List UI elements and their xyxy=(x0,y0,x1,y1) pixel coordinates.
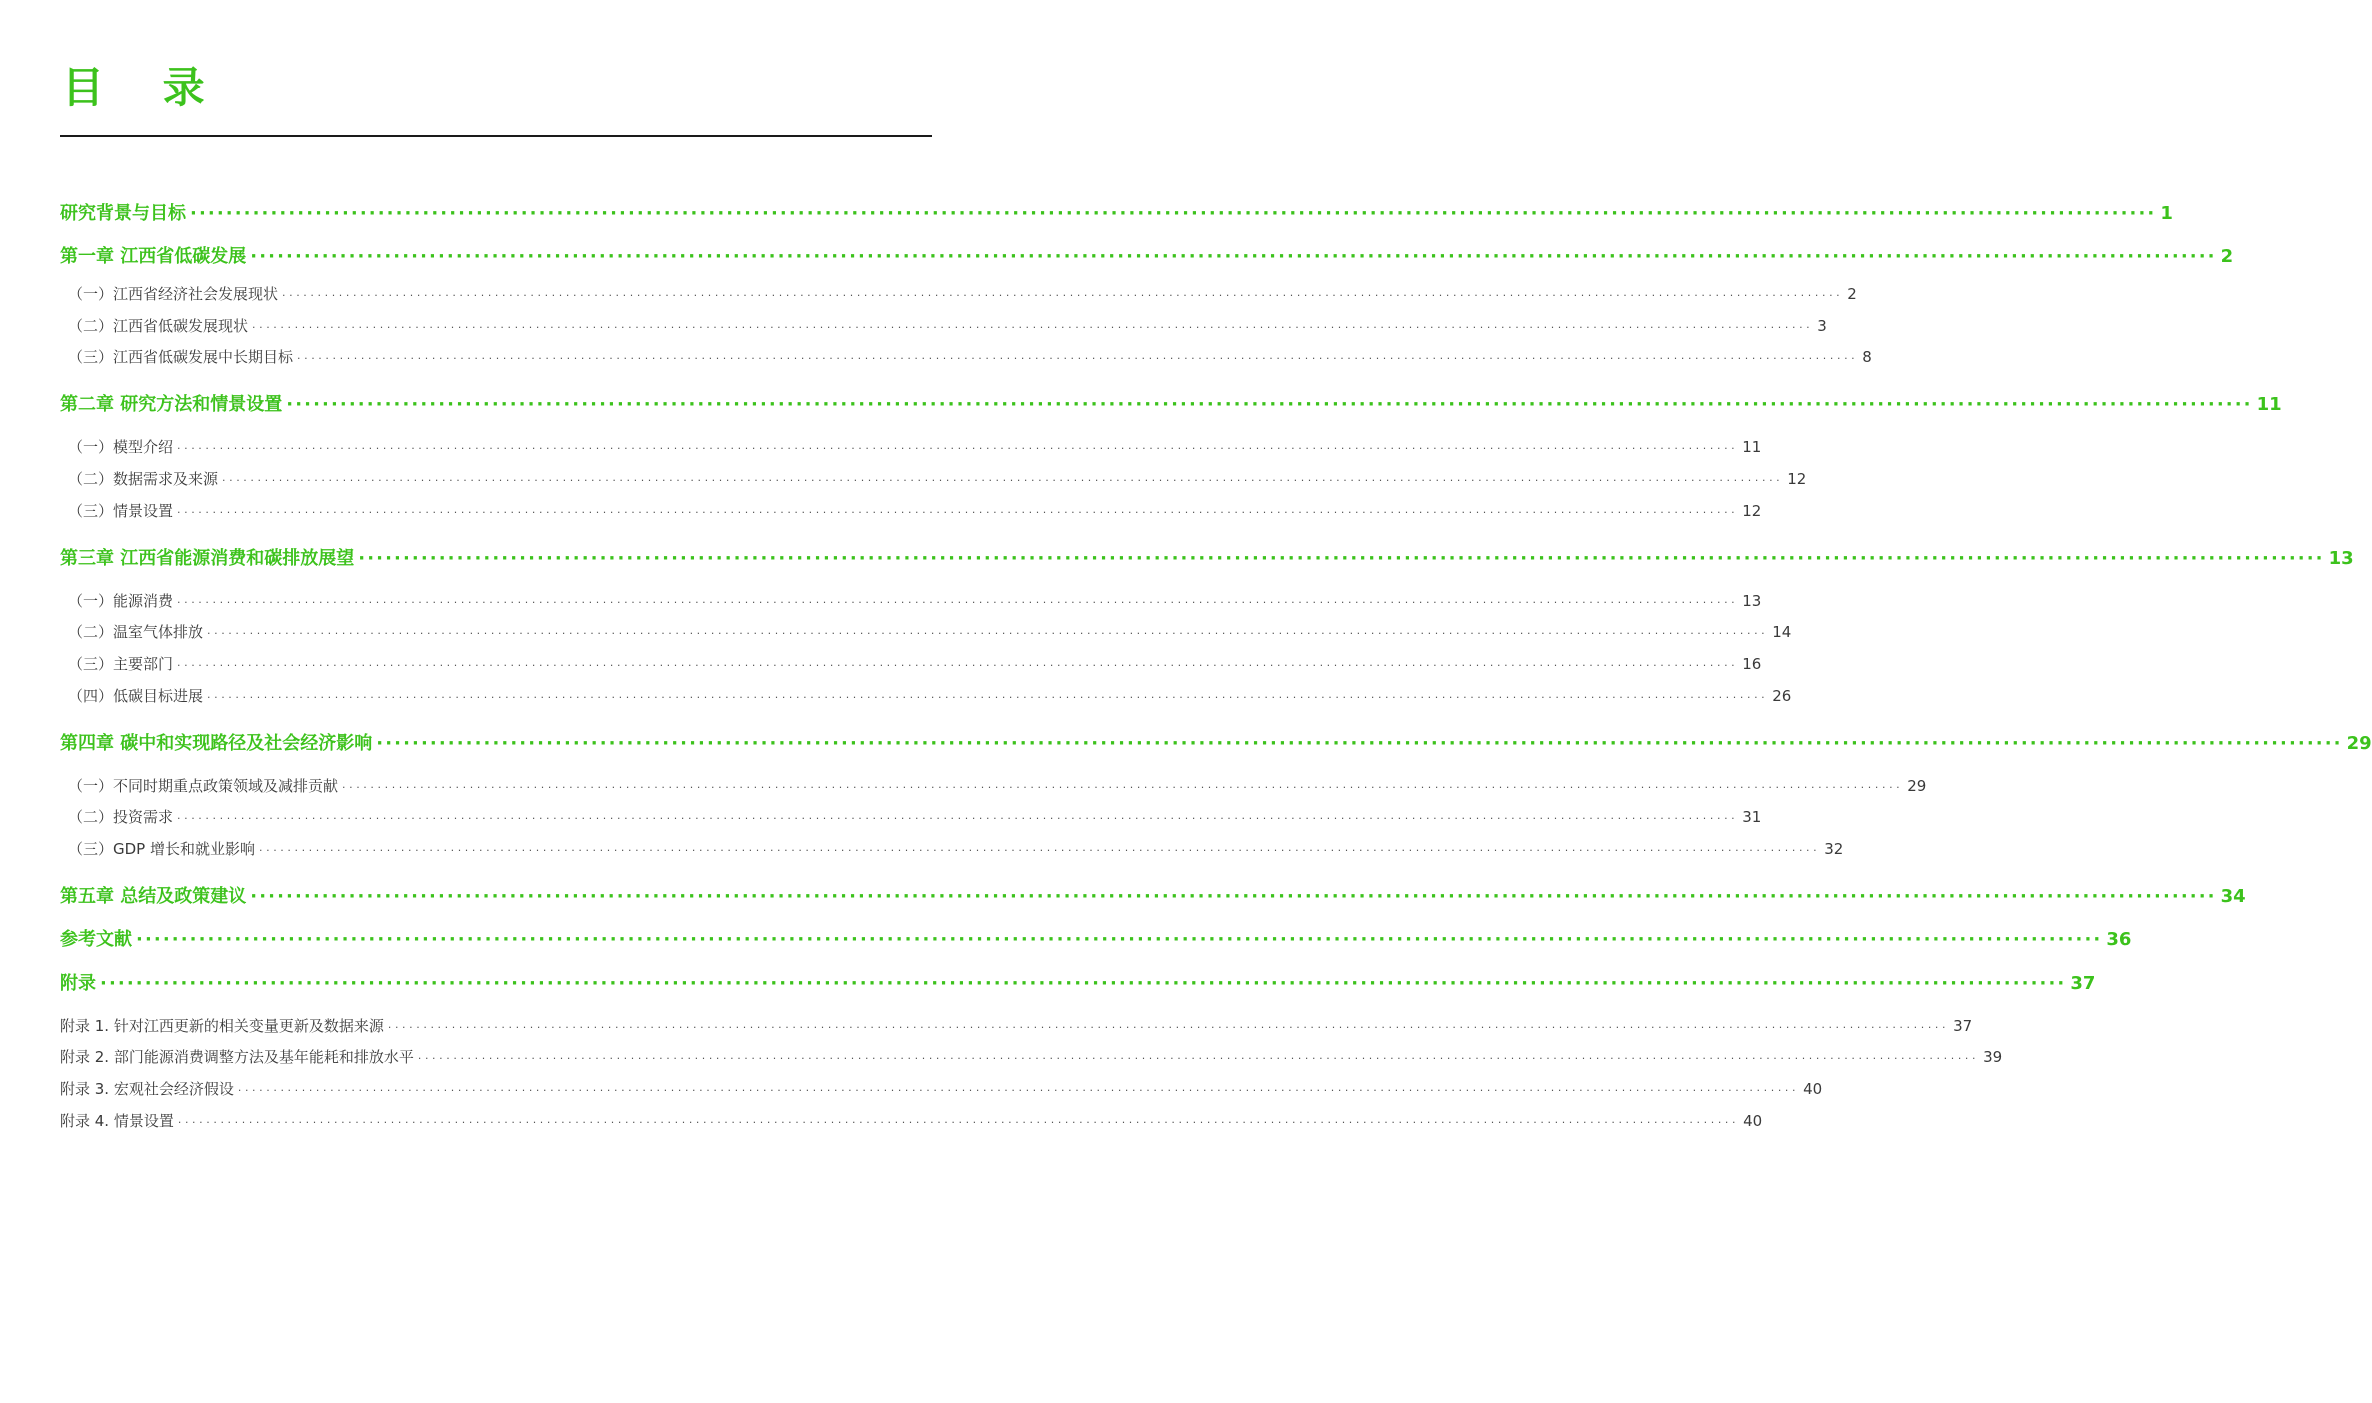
toc-entry[interactable] xyxy=(68,437,1762,459)
toc-entry-page: 8 xyxy=(1862,348,1872,366)
toc-leader-dots: ···························································································································································································································· xyxy=(177,442,1739,455)
page-title: 目 录 xyxy=(62,63,227,112)
toc-entry[interactable] xyxy=(68,807,1762,829)
toc-leader-dots: ···························································································································································································································· xyxy=(286,394,2253,415)
toc-entry-label: （一）江西省经济社会发展现状 xyxy=(68,285,279,303)
toc-leader-dots: ···························································································································································································································· xyxy=(387,1021,1950,1034)
toc-entry-page: 32 xyxy=(1824,840,1844,858)
toc-entry[interactable] xyxy=(60,1079,1823,1101)
toc-entry[interactable] xyxy=(68,839,1844,861)
toc-leader-dots: ···························································································································································································································· xyxy=(177,596,1739,609)
toc-entry-label: 附录 2. 部门能源消费调整方法及基年能耗和排放水平 xyxy=(60,1048,414,1066)
toc-leader-dots: ···························································································································································································································· xyxy=(207,691,1769,704)
toc-entry[interactable] xyxy=(60,245,2234,269)
toc-entry-label: （一）模型介绍 xyxy=(68,438,174,456)
toc-entry-label: 第四章 碳中和实现路径及社会经济影响 xyxy=(60,733,373,754)
toc-entry-label: 附录 xyxy=(60,973,96,994)
toc-entry-label: （三）主要部门 xyxy=(68,655,174,673)
toc-leader-dots: ···························································································································································································································· xyxy=(342,781,1904,794)
title-divider xyxy=(60,135,932,137)
toc-entry-page: 37 xyxy=(2070,973,2096,994)
toc-entry-page: 29 xyxy=(2346,733,2372,754)
toc-entry[interactable] xyxy=(68,284,1857,306)
toc-entry-page: 2 xyxy=(2220,246,2234,267)
toc-entry[interactable] xyxy=(60,885,2246,909)
toc-entry-page: 11 xyxy=(2256,394,2282,415)
toc-entry-page: 26 xyxy=(1772,687,1792,705)
toc-leader-dots: ···························································································································································································································· xyxy=(136,929,2103,950)
toc-entry[interactable] xyxy=(60,928,2132,952)
toc-entry[interactable] xyxy=(68,686,1792,708)
toc-entry-label: （一）不同时期重点政策领域及减排贡献 xyxy=(68,777,339,795)
toc-leader-dots: ···························································································································································································································· xyxy=(177,812,1739,825)
toc-entry-label: （二）温室气体排放 xyxy=(68,623,204,641)
toc-entry[interactable] xyxy=(60,972,2096,996)
toc-leader-dots: ···························································································································································································································· xyxy=(297,352,1859,365)
toc-entry[interactable] xyxy=(68,469,1807,491)
toc-entry[interactable] xyxy=(60,1047,2003,1069)
toc-entry-page: 40 xyxy=(1803,1080,1823,1098)
toc-entry-label: 第一章 江西省低碳发展 xyxy=(60,246,247,267)
toc-entry-page: 1 xyxy=(2160,203,2173,224)
toc-entry-page: 31 xyxy=(1742,808,1762,826)
toc-entry-page: 39 xyxy=(1983,1048,2003,1066)
toc-entry-page: 12 xyxy=(1742,502,1762,520)
toc-entry-label: 附录 4. 情景设置 xyxy=(60,1112,174,1130)
toc-entry-label: （一）能源消费 xyxy=(68,592,174,610)
toc-leader-dots: ···························································································································································································································· xyxy=(177,506,1739,519)
toc-leader-dots: ···························································································································································································································· xyxy=(177,1116,1740,1129)
toc-entry[interactable] xyxy=(68,591,1762,613)
toc-entry[interactable] xyxy=(60,547,2354,571)
toc-leader-dots: ···························································································································································································································· xyxy=(358,548,2325,569)
toc-entry-label: 第二章 研究方法和情景设置 xyxy=(60,394,283,415)
toc-entry[interactable] xyxy=(60,393,2282,417)
toc-entry[interactable] xyxy=(68,501,1762,523)
toc-entry-label: 附录 3. 宏观社会经济假设 xyxy=(60,1080,234,1098)
toc-entry[interactable] xyxy=(60,1016,1973,1038)
toc-entry-page: 34 xyxy=(2220,886,2246,907)
toc-entry[interactable] xyxy=(68,654,1762,676)
toc-entry-label: （二）数据需求及来源 xyxy=(68,470,219,488)
toc-entry[interactable] xyxy=(68,316,1827,338)
toc-entry-page: 29 xyxy=(1907,777,1927,795)
toc-entry-page: 11 xyxy=(1742,438,1762,456)
toc-entry-label: 参考文献 xyxy=(60,929,132,950)
toc-leader-dots: ···························································································································································································································· xyxy=(252,321,1814,334)
toc-entry-page: 40 xyxy=(1743,1112,1763,1130)
toc-entry-page: 36 xyxy=(2106,929,2132,950)
toc-leader-dots: ···························································································································································································································· xyxy=(222,474,1784,487)
toc-entry[interactable] xyxy=(60,1111,1763,1133)
toc-entry-page: 16 xyxy=(1742,655,1762,673)
toc-leader-dots: ···························································································································································································································· xyxy=(207,627,1769,640)
toc-entry[interactable] xyxy=(68,347,1872,369)
toc-entry-label: 研究背景与目标 xyxy=(60,203,186,224)
toc-entry[interactable] xyxy=(68,622,1792,644)
toc-entry-page: 13 xyxy=(1742,592,1762,610)
toc-entry-page: 2 xyxy=(1847,285,1857,303)
toc-leader-dots: ···························································································································································································································· xyxy=(376,733,2343,754)
toc-entry-page: 37 xyxy=(1953,1017,1973,1035)
toc-entry-label: （二）投资需求 xyxy=(68,808,174,826)
toc-entry-label: 第三章 江西省能源消费和碳排放展望 xyxy=(60,548,355,569)
toc-entry-label: （三）情景设置 xyxy=(68,502,174,520)
toc-leader-dots: ···························································································································································································································· xyxy=(259,844,1821,857)
toc-entry-page: 12 xyxy=(1787,470,1807,488)
toc-leader-dots: ···························································································································································································································· xyxy=(250,246,2217,267)
toc-entry-label: （三）GDP 增长和就业影响 xyxy=(68,840,255,858)
toc-entry[interactable] xyxy=(60,202,2173,226)
toc-leader-dots: ···························································································································································································································· xyxy=(417,1052,1980,1065)
toc-entry-label: 附录 1. 针对江西更新的相关变量更新及数据来源 xyxy=(60,1017,384,1035)
toc-leader-dots: ···························································································································································································································· xyxy=(177,659,1739,672)
toc-entry[interactable] xyxy=(60,732,2372,756)
toc-entry-page: 13 xyxy=(2328,548,2354,569)
toc-leader-dots: ···························································································································································································································· xyxy=(237,1084,1800,1097)
toc-entry-page: 14 xyxy=(1772,623,1792,641)
toc-leader-dots: ···························································································································································································································· xyxy=(190,203,2157,224)
toc-entry-label: （四）低碳目标进展 xyxy=(68,687,204,705)
toc-entry-label: （三）江西省低碳发展中长期目标 xyxy=(68,348,294,366)
toc-leader-dots: ···························································································································································································································· xyxy=(282,289,1844,302)
toc-entry-label: 第五章 总结及政策建议 xyxy=(60,886,247,907)
toc-entry[interactable] xyxy=(68,776,1927,798)
toc-leader-dots: ···························································································································································································································· xyxy=(100,973,2067,994)
toc-entry-page: 3 xyxy=(1817,317,1827,335)
toc-leader-dots: ···························································································································································································································· xyxy=(250,886,2217,907)
toc-entry-label: （二）江西省低碳发展现状 xyxy=(68,317,249,335)
